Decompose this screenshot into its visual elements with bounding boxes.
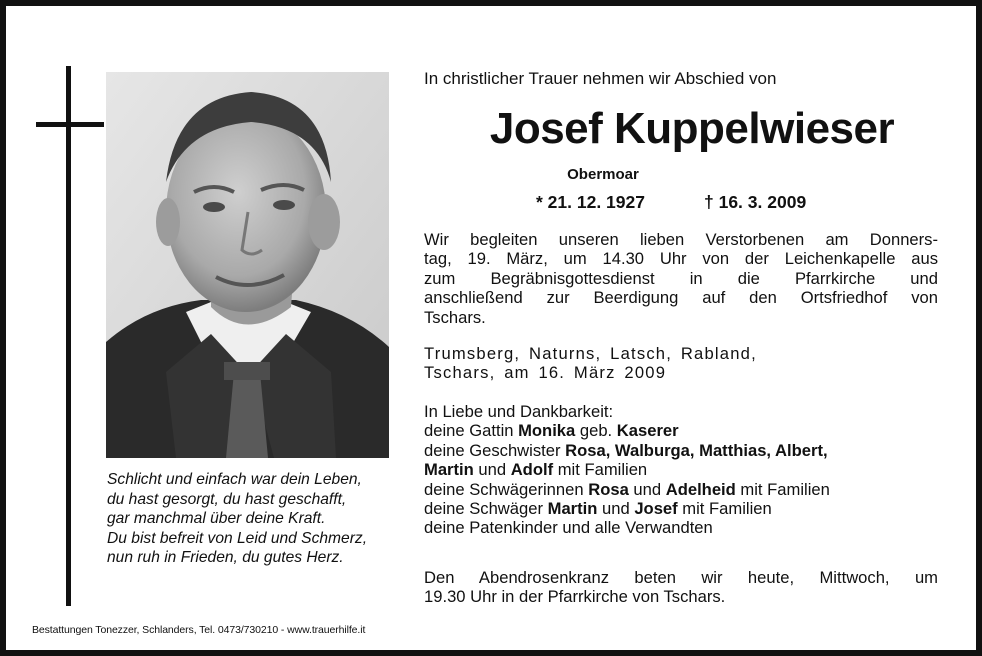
birth-date: * 21. 12. 1927 xyxy=(536,192,645,212)
poem-line: nun ruh in Frieden, du gutes Herz. xyxy=(107,549,344,567)
poem-line: gar manchmal über deine Kraft. xyxy=(107,510,326,528)
family-godchildren: deine Patenkinder und alle Verwandten xyxy=(424,518,713,538)
place-line: Trumsberg, Naturns, Latsch, Rabland, xyxy=(424,344,757,363)
family-wife: deine Gattin Monika geb. Kaserer xyxy=(424,421,679,441)
service-paragraph xyxy=(424,230,938,327)
rosary-line: Den Abendrosenkranz beten wir heute, Mittwoch, um xyxy=(424,568,938,587)
family-brothers-in-law: deine Schwäger Martin und Josef mit Familien xyxy=(424,499,772,519)
service-line: tag, 19. März, um 14.30 Uhr von der Leichenkapelle aus xyxy=(424,249,938,269)
rosary-paragraph xyxy=(424,568,938,607)
portrait-photo xyxy=(106,72,389,458)
family-siblings: deine Geschwister Rosa, Walburga, Matthias, Albert, xyxy=(424,440,828,460)
family-heading: In Liebe und Dankbarkeit: xyxy=(424,402,614,421)
service-line: Wir begleiten unseren lieben Verstorbenen am Donners- xyxy=(424,230,938,249)
service-line: Tschars. xyxy=(424,307,486,327)
place-line: Tschars, am 16. März 2009 xyxy=(424,363,667,383)
poem-line: Du bist befreit von Leid und Schmerz, xyxy=(107,529,368,547)
poem-line: du hast gesorgt, du hast geschafft, xyxy=(107,490,347,508)
poem-line: Schlicht und einfach war dein Leben, xyxy=(107,471,362,488)
death-date: † 16. 3. 2009 xyxy=(704,192,807,212)
place-date xyxy=(424,344,938,383)
family-list xyxy=(424,402,938,538)
family-sisters-in-law: deine Schwägerinnen Rosa und Adelheid mit Familien xyxy=(424,479,830,499)
family-siblings-cont: Martin und Adolf mit Familien xyxy=(424,460,648,480)
cross-icon xyxy=(66,66,71,606)
service-line: anschließend zur Beerdigung auf den Ortsfriedhof von xyxy=(424,288,938,308)
funeral-home-footer: Bestattungen Tonezzer, Schlanders, Tel. 0473/730210 - www.trauerhilfe.it xyxy=(32,624,366,636)
deceased-name: Josef Kuppelwieser xyxy=(489,104,895,153)
cross-icon-bar xyxy=(36,122,104,127)
service-line: zum Begräbnisgottesdienst in die Pfarrkirche und xyxy=(424,268,938,288)
farm-name: Obermoar xyxy=(567,166,639,183)
poem xyxy=(107,470,397,568)
rosary-line: 19.30 Uhr in der Pfarrkirche von Tschars. xyxy=(424,587,726,607)
intro-text: In christlicher Trauer nehmen wir Abschied von xyxy=(424,69,777,88)
